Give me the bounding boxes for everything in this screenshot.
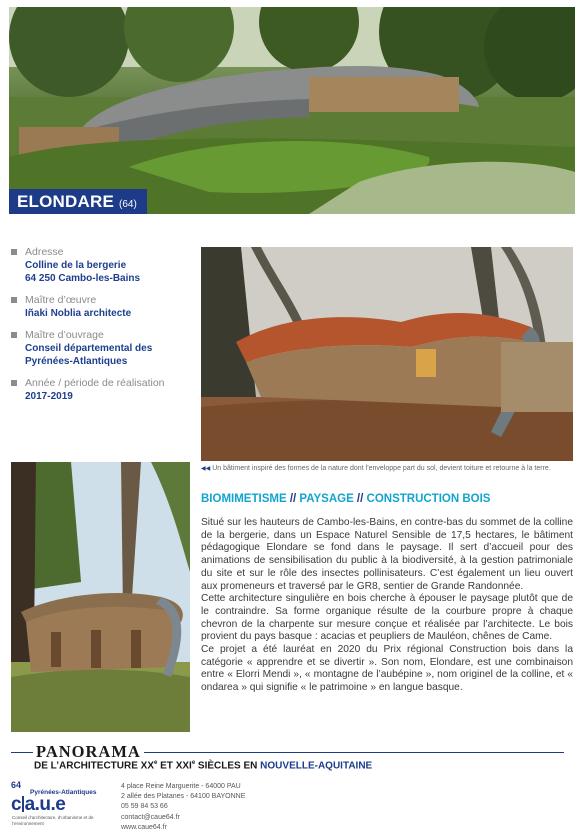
body-paragraph: Ce projet a été lauréat en 2020 du Prix régional Construction bois dans la catégorie « apprendre et se divertir ». Son nom, Elondare, est une combinaison entre « Elorri Mendi », « montagne de l’aubépine », nom originel de la colline, et « ondarea » qui signifie « le patrimoine » en langue basque. bbox=[201, 644, 573, 694]
logo-bar bbox=[22, 796, 24, 812]
logo-department: Pyrénées-Atlantiques bbox=[30, 789, 97, 796]
logo-tagline: Conseil d’architecture, d’urbanisme et de l’environnement bbox=[12, 815, 94, 826]
info-label: Adresse bbox=[25, 246, 64, 258]
dept-number: (64) bbox=[119, 199, 137, 210]
caption-text: Un bâtiment inspiré des formes de la nature dont l’enveloppe part du sol, devient toiture et retourne à la terre. bbox=[212, 465, 551, 472]
hero-photo-illustration bbox=[9, 7, 575, 214]
website-link[interactable]: www.caue64.fr bbox=[121, 823, 167, 831]
info-item-address bbox=[11, 246, 196, 285]
info-value: Conseil départemental des bbox=[25, 343, 153, 354]
subtitle-mid: SIÈCLES EN bbox=[195, 760, 261, 772]
info-value: 2017-2019 bbox=[25, 391, 73, 402]
info-item-year bbox=[11, 377, 196, 403]
info-value: Colline de la bergerie bbox=[25, 260, 127, 271]
subtitle-mid: ET XXI bbox=[157, 760, 192, 772]
page-number: 64 bbox=[11, 780, 22, 790]
hero-photo bbox=[9, 7, 575, 214]
info-label: Année / période de réalisation bbox=[25, 377, 165, 389]
info-label: Maître d’ouvrage bbox=[25, 329, 104, 341]
headline-paysage: PAYSAGE bbox=[299, 493, 354, 505]
caption-arrow-icon: ◀◀ bbox=[201, 466, 211, 472]
headline-separator: // bbox=[353, 493, 367, 505]
bullet-square-icon bbox=[11, 297, 17, 303]
caue-logo bbox=[11, 795, 65, 815]
headline-biomimetisme: BIOMIMETISME bbox=[201, 493, 287, 505]
info-value: Iñaki Noblia architecte bbox=[25, 308, 132, 319]
bullet-square-icon bbox=[11, 249, 17, 255]
logo-right: a.u.e bbox=[24, 794, 66, 815]
address-line: 4 place Reine Marguerite - 64000 PAU bbox=[121, 783, 241, 790]
info-list bbox=[11, 246, 196, 412]
subtitle-region: NOUVELLE-AQUITAINE bbox=[260, 760, 373, 772]
building-photo-sunny bbox=[11, 462, 190, 732]
panorama-title: PANORAMA bbox=[36, 742, 141, 761]
phone-number: 05 59 84 53 66 bbox=[121, 803, 168, 811]
email-link[interactable]: contact@caue64.fr bbox=[121, 813, 180, 821]
bullet-square-icon bbox=[11, 380, 17, 386]
building-photo-sunny-illustration bbox=[11, 462, 190, 732]
panorama-subtitle bbox=[34, 760, 372, 771]
info-item-architect bbox=[11, 294, 196, 320]
building-photo-autumn bbox=[201, 247, 573, 461]
subtitle-sup: e bbox=[191, 760, 196, 766]
headline-separator: // bbox=[286, 493, 300, 505]
photo-caption bbox=[201, 465, 573, 474]
logo-left: c bbox=[11, 794, 22, 815]
info-label: Maître d’œuvre bbox=[25, 294, 97, 306]
building-photo-autumn-illustration bbox=[201, 247, 573, 461]
info-value: Pyrénées-Atlantiques bbox=[25, 356, 128, 367]
subtitle-sup: e bbox=[154, 760, 158, 766]
title-badge bbox=[9, 189, 147, 214]
contact-address bbox=[121, 782, 245, 833]
article-body bbox=[201, 517, 573, 695]
bullet-square-icon bbox=[11, 332, 17, 338]
info-item-client bbox=[11, 329, 196, 368]
address-line: 2 allée des Platanes - 64100 BAYONNE bbox=[121, 793, 246, 801]
info-value: 64 250 Cambo-les-Bains bbox=[25, 273, 141, 284]
subtitle-prefix: DE L’ARCHITECTURE XX bbox=[34, 760, 155, 772]
body-paragraph: Situé sur les hauteurs de Cambo-les-Bains, en contre-bas du sommet de la colline de la bergerie, dans un Espace Naturel Sensible de 17,5 hectares, le bâtiment pédagogique Elondare se fond dans le paysage. Il sert d’accueil pour des animations de sensibilisation du public à la biodiversité, à la gestion patrimoniale du site et sur le rôle des insectes pollinisateurs. C’est également un lieu ouvert aux promeneurs et traversé par le GR8, sentier de Grande Randonnée. bbox=[201, 517, 573, 592]
article-headline bbox=[201, 493, 490, 505]
panorama-logo bbox=[33, 743, 144, 760]
project-title: ELONDARE bbox=[17, 192, 114, 211]
body-paragraph: Cette architecture singulière en bois cherche à épouser le paysage plutôt que de le contraindre. Sa forme organique résulte de la courbure propre à chaque chevron de la charpente sur mesure conçue et réalisée par l’architecte. Le bois provient du pays basque : acacias et peupliers de Mauléon, chênes de Came. bbox=[201, 593, 573, 643]
headline-construction-bois: CONSTRUCTION BOIS bbox=[366, 493, 491, 505]
